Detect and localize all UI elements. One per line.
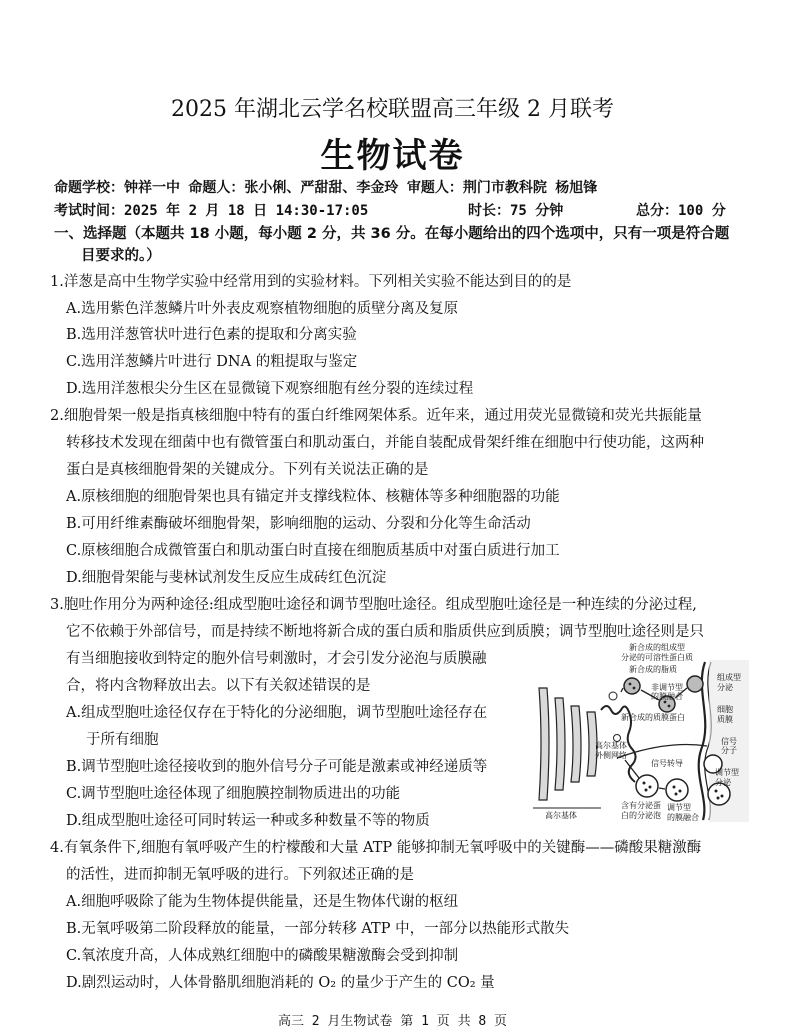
figure-label: 外侧网络: [595, 751, 627, 760]
q3-stem-1: 3.胞吐作用分为两种途径:组成型胞吐途径和调节型胞吐途径。组成型胞吐途径是一种连续的分泌过程,: [50, 597, 697, 613]
figure-label: 信号: [721, 737, 737, 746]
figure-label: 高尔基体: [595, 741, 627, 750]
q4-option-a: A.细胞呼吸除了能为生物体提供能量，还是生物体代谢的枢纽: [66, 894, 459, 910]
q3-option-d: D.组成型胞吐途径可同时转运一种或多种数量不等的物质: [66, 813, 430, 829]
section-heading-cont: 目要求的。）: [81, 248, 161, 264]
q3-option-b: B.调节型胞吐途径接收到的胞外信号分子可能是激素或神经递质等: [66, 759, 488, 775]
q2-option-c: C.原核细胞合成微管蛋白和肌动蛋白时直接在细胞质基质中对蛋白质进行加工: [66, 543, 560, 559]
q3-stem-3: 有当细胞接收到特定的胞外信号刺激时，才会引发分泌泡与质膜融: [66, 651, 487, 667]
figure-label: 新合成的脂质: [629, 665, 677, 674]
exam-title: 2025 年湖北云学名校联盟高三年级 2 月联考: [171, 97, 614, 122]
q4-stem-2: 的活性，进而抑制无氧呼吸的进行。下列叙述正确的是: [66, 867, 414, 883]
q4-option-c: C.氧浓度升高，人体成熟红细胞中的磷酸果糖激酶会受到抑制: [66, 948, 459, 964]
q2-option-d: D.细胞骨架能与斐林试剂发生反应生成砖红色沉淀: [66, 570, 387, 586]
meta-exam-time: 考试时间：2025 年 2 月 18 日 14:30-17:05: [54, 203, 369, 219]
q2-stem-1: 2.细胞骨架一般是指真核细胞中特有的蛋白纤维网架体系。近年来，通过用荧光显微镜和荧光共振能量: [50, 408, 702, 424]
q3-option-a-cont: 于所有细胞: [86, 732, 159, 748]
figure-label: 调节型: [667, 803, 691, 812]
q4-option-d: D.剧烈运动时，人体骨骼肌细胞消耗的 O₂ 的量少于产生的 CO₂ 量: [66, 975, 495, 991]
figure-label: 分泌: [715, 778, 731, 787]
figure-label: 的膜融合: [651, 692, 683, 701]
figure-label: 信号转导: [651, 759, 683, 768]
q2-stem-3: 蛋白是真核细胞骨架的关键成分。下列有关说法正确的是: [66, 462, 429, 478]
figure-label: 组成型: [717, 673, 741, 682]
figure-label: 白的分泌泡: [621, 811, 661, 820]
section-heading: 一、选择题（本题共 18 小题，每小题 2 分，共 36 分。在每小题给出的四个选项中，只有一项是符合题: [54, 226, 730, 242]
q3-stem-2: 它不依赖于外部信号，而是持续不断地将新合成的蛋白质和脂质供应到质膜；调节型胞吐途径则是只: [66, 624, 704, 640]
figure-label: 分泌: [717, 683, 733, 692]
q3-stem-4: 合，将内含物释放出去。以下有关叙述错误的是: [66, 678, 371, 694]
figure-label: 质膜: [717, 715, 733, 724]
figure-label: 含有分泌蛋: [621, 801, 661, 810]
figure-label: 调节型: [715, 768, 739, 777]
q4-option-b: B.无氧呼吸第二阶段释放的能量，一部分转移 ATP 中，一部分以热能形式散失: [66, 921, 570, 937]
exocytosis-diagram: [517, 640, 749, 822]
figure-label: 分泌的可溶性蛋白质: [621, 653, 693, 662]
figure-label: 细胞: [717, 705, 733, 714]
q1-option-d: D.选用洋葱根尖分生区在显微镜下观察细胞有丝分裂的连续过程: [66, 381, 474, 397]
q3-option-c: C.调节型胞吐途径体现了细胞膜控制物质进出的功能: [66, 786, 401, 802]
figure-label: 的膜融合: [667, 813, 699, 822]
q1-option-c: C.选用洋葱鳞片叶进行 DNA 的粗提取与鉴定: [66, 354, 358, 370]
q1-option-b: B.选用洋葱管状叶进行色素的提取和分离实验: [66, 327, 357, 343]
figure-label: 非调节型: [651, 683, 683, 692]
q1-option-a: A.选用紫色洋葱鳞片叶外表皮观察植物细胞的质壁分离及复原: [66, 301, 459, 317]
q1-stem: 1.洋葱是高中生物学实验中经常用到的实验材料。下列相关实验不能达到目的的是: [50, 274, 572, 290]
page-footer: 高三 2 月生物试卷 第 1 页 共 8 页: [277, 1014, 508, 1029]
figure-label: 新合成的组成型: [629, 643, 685, 652]
q2-option-b: B.可用纤维素酶破坏细胞骨架，影响细胞的运动、分裂和分化等生命活动: [66, 516, 531, 532]
subject-title: 生物试卷: [320, 136, 465, 176]
figure-label: 新合成的质膜蛋白: [621, 713, 685, 722]
meta-authors: 命题学校：钟祥一中 命题人：张小俐、严甜甜、李金玲 审题人：荆门市教科院 杨旭锋: [54, 180, 598, 196]
figure-label: 高尔基体: [545, 811, 577, 820]
figure-label: 分子: [721, 746, 737, 755]
meta-duration: 时长：75 分钟: [468, 203, 564, 219]
q2-option-a: A.原核细胞的细胞骨架也具有锚定并支撑线粒体、核糖体等多种细胞器的功能: [66, 489, 560, 505]
meta-score: 总分：100 分: [636, 203, 726, 219]
q4-stem-1: 4.有氧条件下,细胞有氧呼吸产生的柠檬酸和大量 ATP 能够抑制无氧呼吸中的关键酶——磷酸果糖激酶: [50, 840, 702, 856]
q2-stem-2: 转移技术发现在细菌中也有微管蛋白和肌动蛋白，并能自装配成骨架纤维在细胞中行使功能，这两种: [66, 435, 704, 451]
q3-option-a: A.组成型胞吐途径仅存在于特化的分泌细胞，调节型胞吐途径存在: [66, 705, 488, 721]
